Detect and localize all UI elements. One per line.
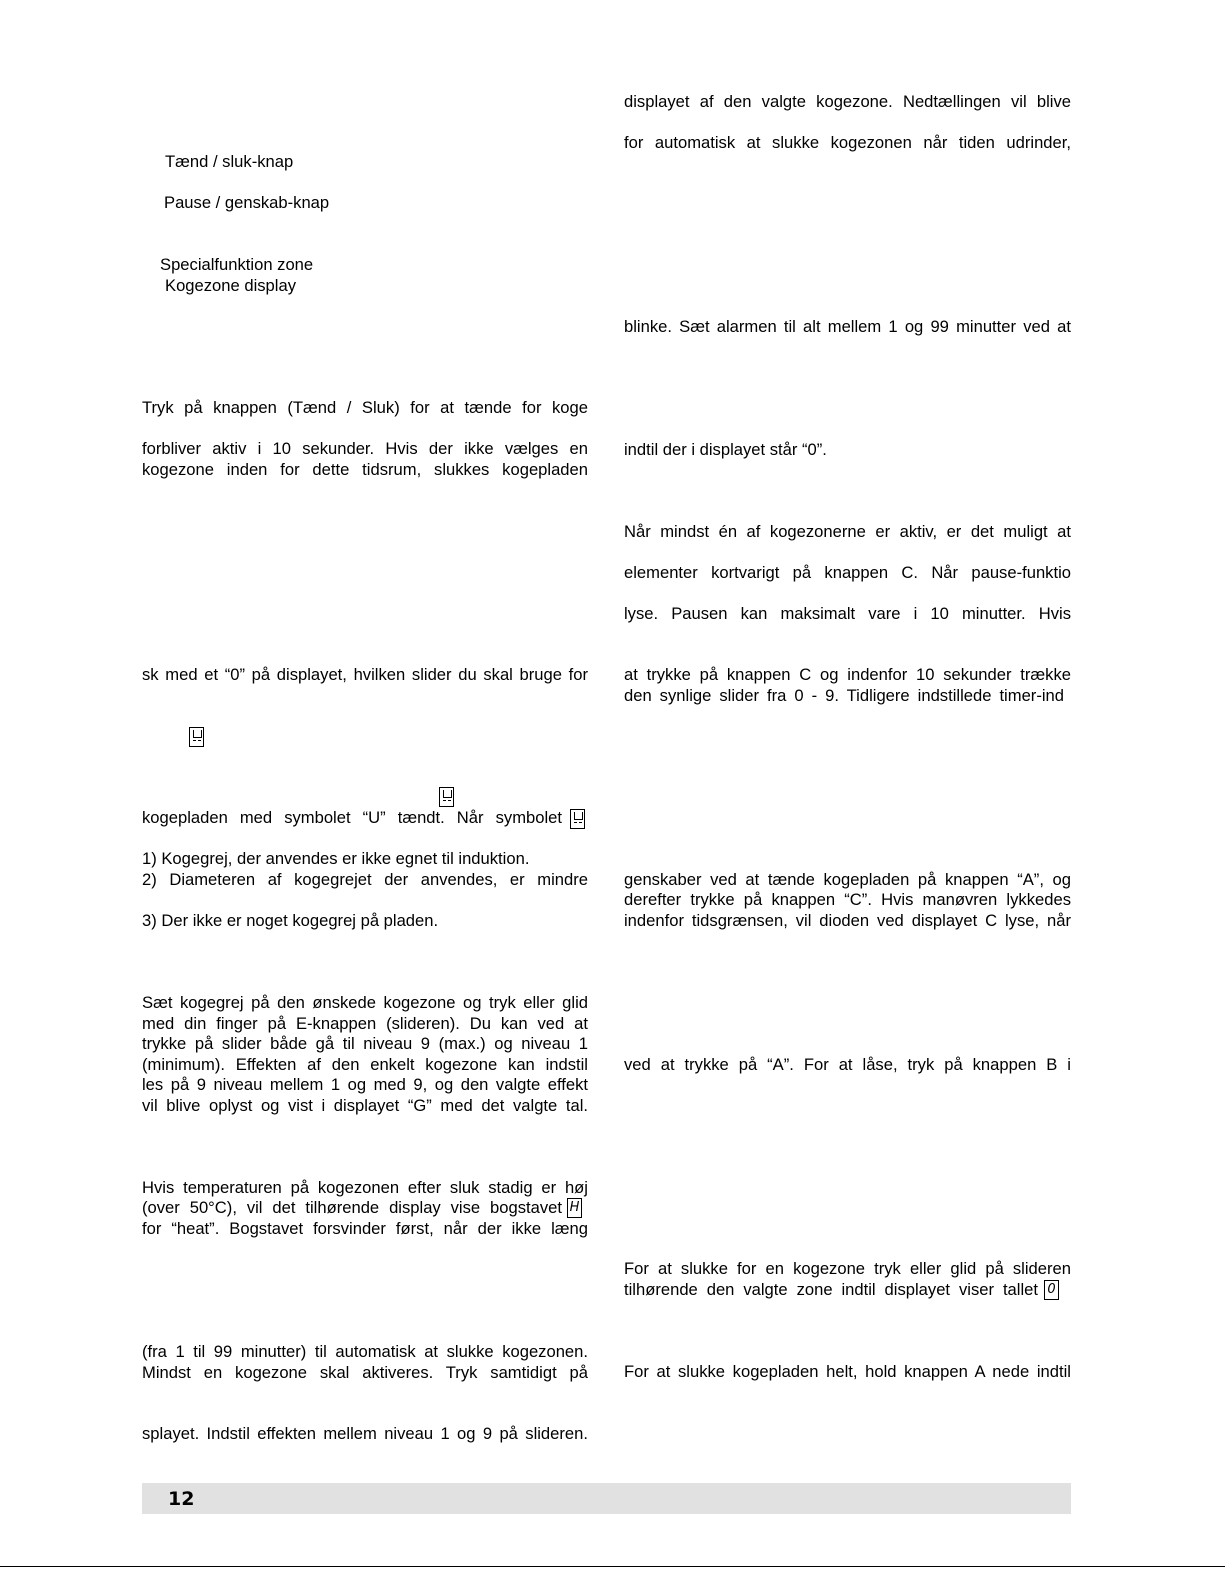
power-line-4: (minimum). Effekten af den enkelt kogezone kan indstil [142,1055,588,1074]
lock-line-1: ved at trykke på “A”. For at låse, tryk på knappen B i [624,1055,1071,1074]
countdown-line-1: displayet af den valgte kogezone. Nedtællingen vil blive [624,92,1071,111]
legend-on-off-button: Tænd / sluk-knap [165,152,294,171]
on-off-line-2: forbliver aktiv i 10 sekunder. Hvis der ikke vælges en [142,439,588,458]
bottom-rule [0,1566,1225,1567]
footer-bar [142,1483,1071,1514]
countdown-line-2: for automatisk at slukke kogezonen når tiden udrinder, [624,133,1071,152]
legend-pause-button: Pause / genskab-knap [164,193,330,212]
heat-line-3: for “heat”. Bogstavet forsvinder først, når der ikke læng [142,1219,588,1238]
on-off-line-3: kogezone inden for dette tidsrum, slukkes kogepladen [142,460,588,479]
pause-line-4: at trykke på knappen C og indenfor 10 sekunder trække [624,665,1071,684]
off-zone-line-2: tilhørende den valgte zone indtil displayet viser tallet [624,1280,1038,1299]
heat-line-2: (over 50°C), vil det tilhørende display vise bogstavet [142,1198,562,1217]
heat-line-1: Hvis temperaturen på kogezonen efter sluk stadig er høj [142,1178,588,1197]
timer-line-1: (fra 1 til 99 minutter) til automatisk at slukke kogezonen. [142,1342,588,1361]
u-symbol-icon [189,727,204,747]
page-number: 12 [168,1488,195,1510]
legend-special-zone: Specialfunktion zone [160,255,314,274]
pause-line-2: elementer kortvarigt på knappen C. Når pause-funktio [624,563,1071,582]
alarm-line-2: indtil der i displayet står “0”. [624,440,827,459]
off-zone-line-1: For at slukke for en kogezone tryk eller glid på slideren [624,1259,1071,1278]
zero-digit-icon: 0 [1044,1280,1059,1300]
list-item-2: 2) Diameteren af kogegrejet der anvendes, er mindre [142,870,588,889]
timer-line-3: splayet. Indstil effekten mellem niveau 1 og 9 på slideren. [142,1424,588,1443]
power-line-5: les på 9 niveau mellem 1 og med 9, og den valgte effekt [142,1075,588,1094]
restore-line-2: derefter trykke på knappen “C”. Hvis manøvren lykkedes [624,890,1071,909]
u-symbol-icon [570,809,585,829]
power-line-6: vil blive oplyst og vist i displayet “G” med det valgte tal. [142,1096,588,1115]
u-symbol-line: kogepladen med symbolet “U” tændt. Når symbolet [142,808,562,827]
pause-line-5: den synlige slider fra 0 - 9. Tidligere indstillede timer-ind [624,686,1064,705]
on-off-line-1: Tryk på knappen (Tænd / Sluk) for at tænde for koge [142,398,588,417]
power-line-1: Sæt kogegrej på den ønskede kogezone og tryk eller glid [142,993,588,1012]
restore-line-3: indenfor tidsgrænsen, vil dioden ved displayet C lyse, når [624,911,1071,930]
power-line-2: med din finger på E-knappen (slideren). Du kan ved at [142,1014,588,1033]
pause-line-1: Når mindst én af kogezonerne er aktiv, er det muligt at [624,522,1071,541]
heat-symbol-icon: H [567,1198,582,1218]
slider-line: sk med et “0” på displayet, hvilken slider du skal bruge for [142,665,588,684]
alarm-line-1: blinke. Sæt alarmen til alt mellem 1 og 99 minutter ved at [624,317,1071,336]
u-symbol-icon [439,787,454,807]
power-line-3: trykke på slider både gå til niveau 9 (max.) og niveau 1 [142,1034,588,1053]
restore-line-1: genskaber ved at tænde kogepladen på knappen “A”, og [624,870,1071,889]
legend-zone-display: Kogezone display [165,276,296,295]
pause-line-3: lyse. Pausen kan maksimalt vare i 10 minutter. Hvis [624,604,1071,623]
timer-line-2: Mindst en kogezone skal aktiveres. Tryk samtidigt på [142,1363,588,1382]
off-all-line-1: For at slukke kogepladen helt, hold knappen A nede indtil [624,1362,1071,1381]
list-item-3: 3) Der ikke er noget kogegrej på pladen. [142,911,439,930]
list-item-1: 1) Kogegrej, der anvendes er ikke egnet til induktion. [142,849,530,868]
